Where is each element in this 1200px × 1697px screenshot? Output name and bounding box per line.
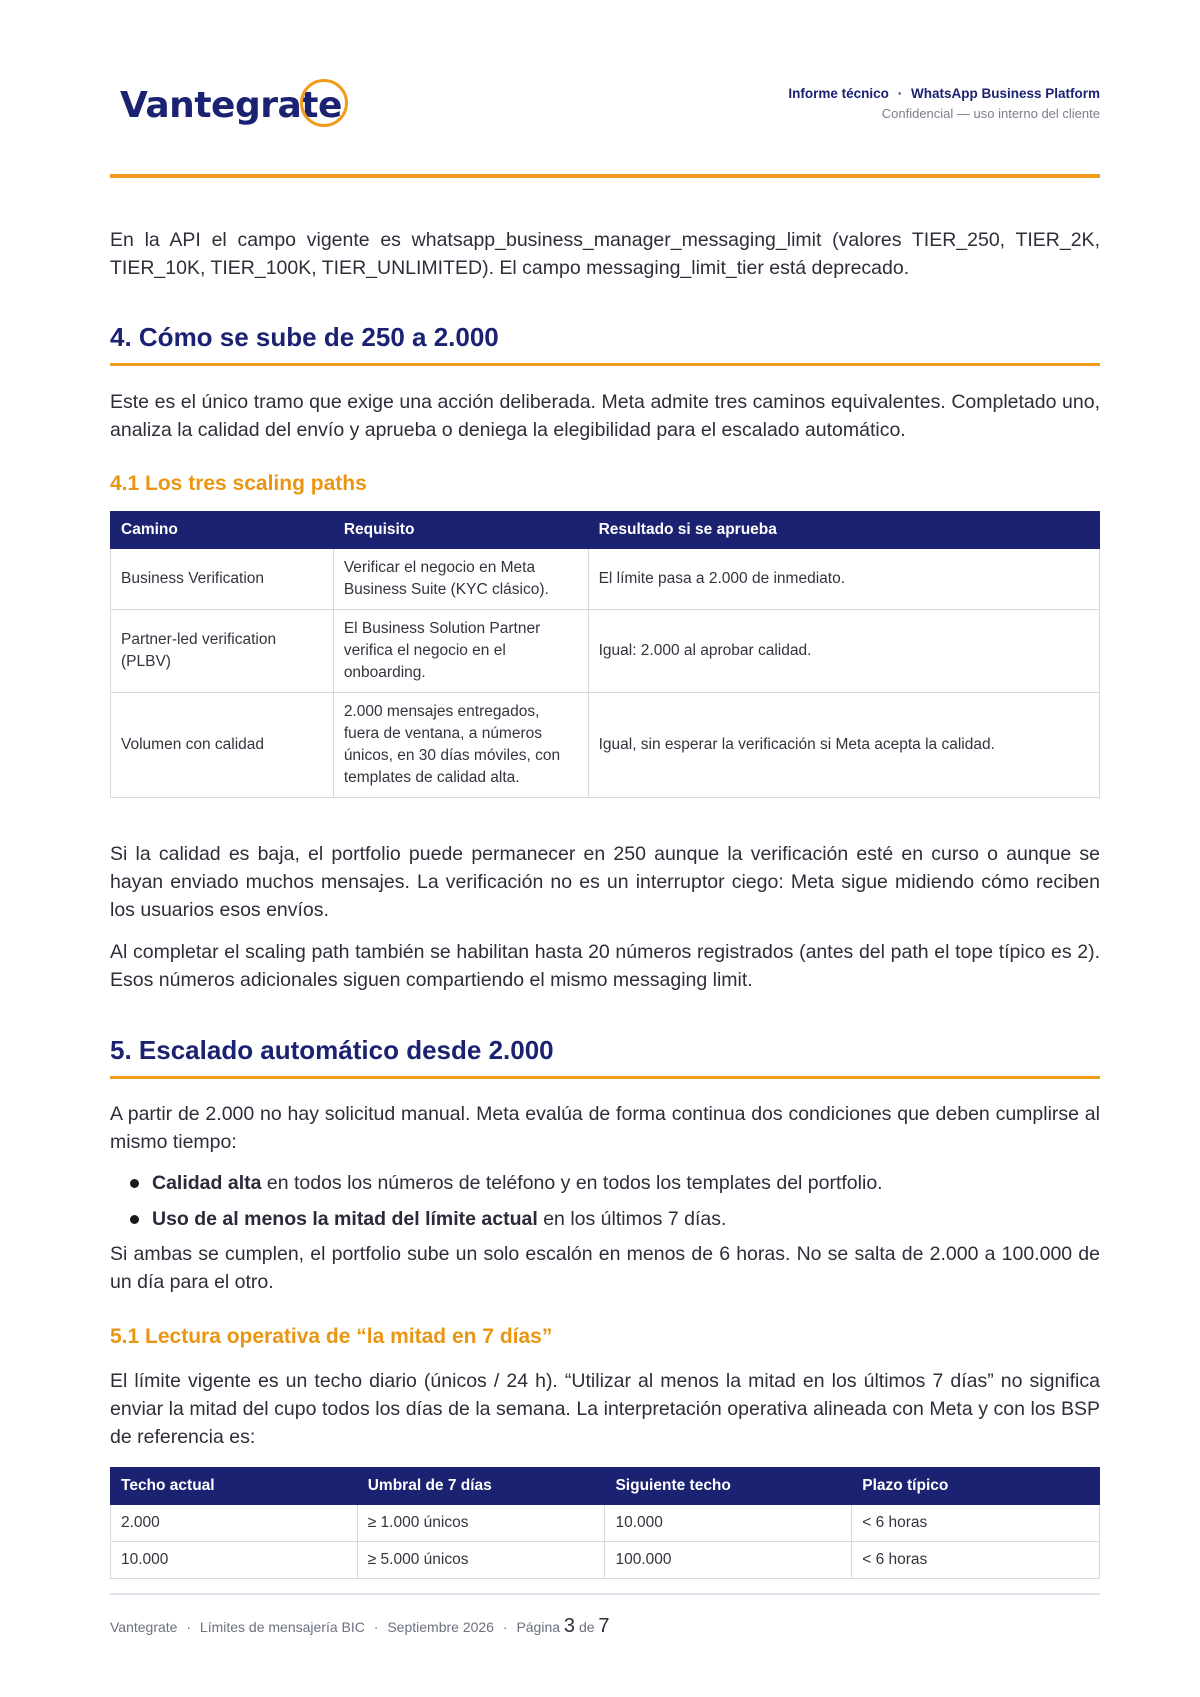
- escalation-paragraph: Si ambas se cumplen, el portfolio sube un solo escalón en menos de 6 horas. No se salta de 2.000 a 100.000 de un día para el otro.: [110, 1243, 1100, 1293]
- header-separator: ·: [897, 86, 903, 101]
- footer-company: Vantegrate: [110, 1619, 178, 1635]
- condition-text: en los últimos 7 días.: [537, 1208, 727, 1230]
- column-header: Umbral de 7 días: [357, 1468, 605, 1505]
- confidentiality-note: Confidencial — uso interno del cliente: [881, 106, 1100, 121]
- column-header: Requisito: [333, 512, 588, 549]
- quality-paragraph: Si la calidad es baja, el portfolio puede permanecer en 250 aunque la verificación esté en curso o aunque se hayan enviado muchos mensajes. La verificación no es un interruptor ciego: Meta sigue midiendo cómo reciben los usuarios esos envíos.: [110, 843, 1100, 921]
- page-footer: [110, 1615, 610, 1638]
- table-cell: El límite pasa a 2.000 de inmediato.: [588, 549, 1099, 610]
- condition-bold: Uso de al menos la mitad del límite actual: [152, 1208, 538, 1230]
- page-of: de: [578, 1619, 595, 1635]
- company-logo: [120, 76, 342, 134]
- footer-doc-title: Límites de mensajería BIC: [199, 1619, 365, 1635]
- scaling-paths-table: [110, 511, 1100, 798]
- table-cell: 10.000: [605, 1505, 852, 1542]
- logo-ring-icon: [300, 79, 348, 127]
- condition-bold: Calidad alta: [152, 1172, 262, 1194]
- operational-reading-paragraph: El límite vigente es un techo diario (únicos / 24 h). “Utilizar al menos la mitad en los últimos 7 días” no significa enviar la mitad del cupo todos los días de la semana. La interpretación operativa alineada con Meta y con los BSP de referencia es:: [110, 1370, 1100, 1448]
- subsection-5-1-heading: 5.1 Lectura operativa de “la mitad en 7 días”: [110, 1325, 553, 1348]
- page-current: 3: [563, 1615, 576, 1637]
- column-header: Camino: [111, 512, 334, 549]
- table-row: [111, 610, 1100, 693]
- section-5-paragraph: A partir de 2.000 no hay solicitud manual. Meta evalúa de forma continua dos condiciones que deben cumplirse al mismo tiempo:: [110, 1103, 1100, 1153]
- column-header: Siguiente techo: [605, 1468, 852, 1505]
- table-cell: Verificar el negocio en Meta Business Suite (KYC clásico).: [333, 549, 588, 610]
- table-cell: 2.000 mensajes entregados, fuera de ventana, a números únicos, en 30 días móviles, con templates de calidad alta.: [333, 693, 588, 798]
- footer-date: Septiembre 2026: [387, 1619, 494, 1635]
- table-row: [111, 1542, 1100, 1579]
- header-title-line: [788, 86, 1100, 101]
- table-cell: Igual, sin esperar la verificación si Meta acepta la calidad.: [588, 693, 1099, 798]
- table-cell: ≥ 1.000 únicos: [357, 1505, 605, 1542]
- table-cell: < 6 horas: [852, 1542, 1100, 1579]
- footer-divider: [110, 1593, 1100, 1595]
- section-4-heading: 4. Cómo se sube de 250 a 2.000: [110, 322, 1100, 366]
- platform-name: WhatsApp Business Platform: [910, 86, 1100, 101]
- table-header-row: [111, 512, 1100, 549]
- table-cell: < 6 horas: [852, 1505, 1100, 1542]
- table-cell: 10.000: [111, 1542, 358, 1579]
- column-header: Techo actual: [111, 1468, 358, 1505]
- subsection-4-1-heading: 4.1 Los tres scaling paths: [110, 472, 367, 495]
- table-cell: 2.000: [111, 1505, 358, 1542]
- thresholds-table: [110, 1467, 1100, 1579]
- section-4-paragraph: Este es el único tramo que exige una acción deliberada. Meta admite tres caminos equivalentes. Completado uno, analiza la calidad del envío y aprueba o deniega la elegibilidad para el escalado automático.: [110, 391, 1100, 441]
- page-total: 7: [598, 1615, 610, 1637]
- list-item: [110, 1169, 1100, 1197]
- footer-separator: ·: [186, 1619, 192, 1635]
- table-header-row: [111, 1468, 1100, 1505]
- table-cell: El Business Solution Partner verifica el negocio en el onboarding.: [333, 610, 588, 693]
- intro-paragraph: En la API el campo vigente es whatsapp_business_manager_messaging_limit (valores TIER_250, TIER_2K, TIER_10K, TIER_100K, TIER_UNLIMITED). El campo messaging_limit_tier está deprecado.: [110, 229, 1100, 279]
- header-divider: [110, 174, 1100, 178]
- registered-numbers-paragraph: Al completar el scaling path también se habilitan hasta 20 números registrados (antes del path el tope típico es 2). Esos números adicionales siguen compartiendo el mismo messaging limit.: [110, 941, 1100, 991]
- logo-wordmark: Vantegrate: [120, 84, 342, 126]
- footer-separator: ·: [502, 1619, 508, 1635]
- condition-text: en todos los números de teléfono y en todos los templates del portfolio.: [261, 1172, 883, 1194]
- section-5-heading: 5. Escalado automático desde 2.000: [110, 1035, 1100, 1079]
- page-label: Página: [516, 1619, 561, 1635]
- table-cell: Partner-led verification (PLBV): [111, 610, 334, 693]
- list-item: [110, 1205, 1100, 1233]
- table-cell: 100.000: [605, 1542, 852, 1579]
- table-cell: Igual: 2.000 al aprobar calidad.: [588, 610, 1099, 693]
- table-cell: Business Verification: [111, 549, 334, 610]
- table-row: [111, 1505, 1100, 1542]
- table-row: [111, 693, 1100, 798]
- column-header: Resultado si se aprueba: [588, 512, 1099, 549]
- report-type: Informe técnico: [788, 86, 889, 101]
- table-cell: Volumen con calidad: [111, 693, 334, 798]
- column-header: Plazo típico: [852, 1468, 1100, 1505]
- footer-separator: ·: [373, 1619, 379, 1635]
- conditions-list: [110, 1169, 1100, 1241]
- document-header: [788, 86, 1100, 121]
- table-cell: ≥ 5.000 únicos: [357, 1542, 605, 1579]
- table-row: [111, 549, 1100, 610]
